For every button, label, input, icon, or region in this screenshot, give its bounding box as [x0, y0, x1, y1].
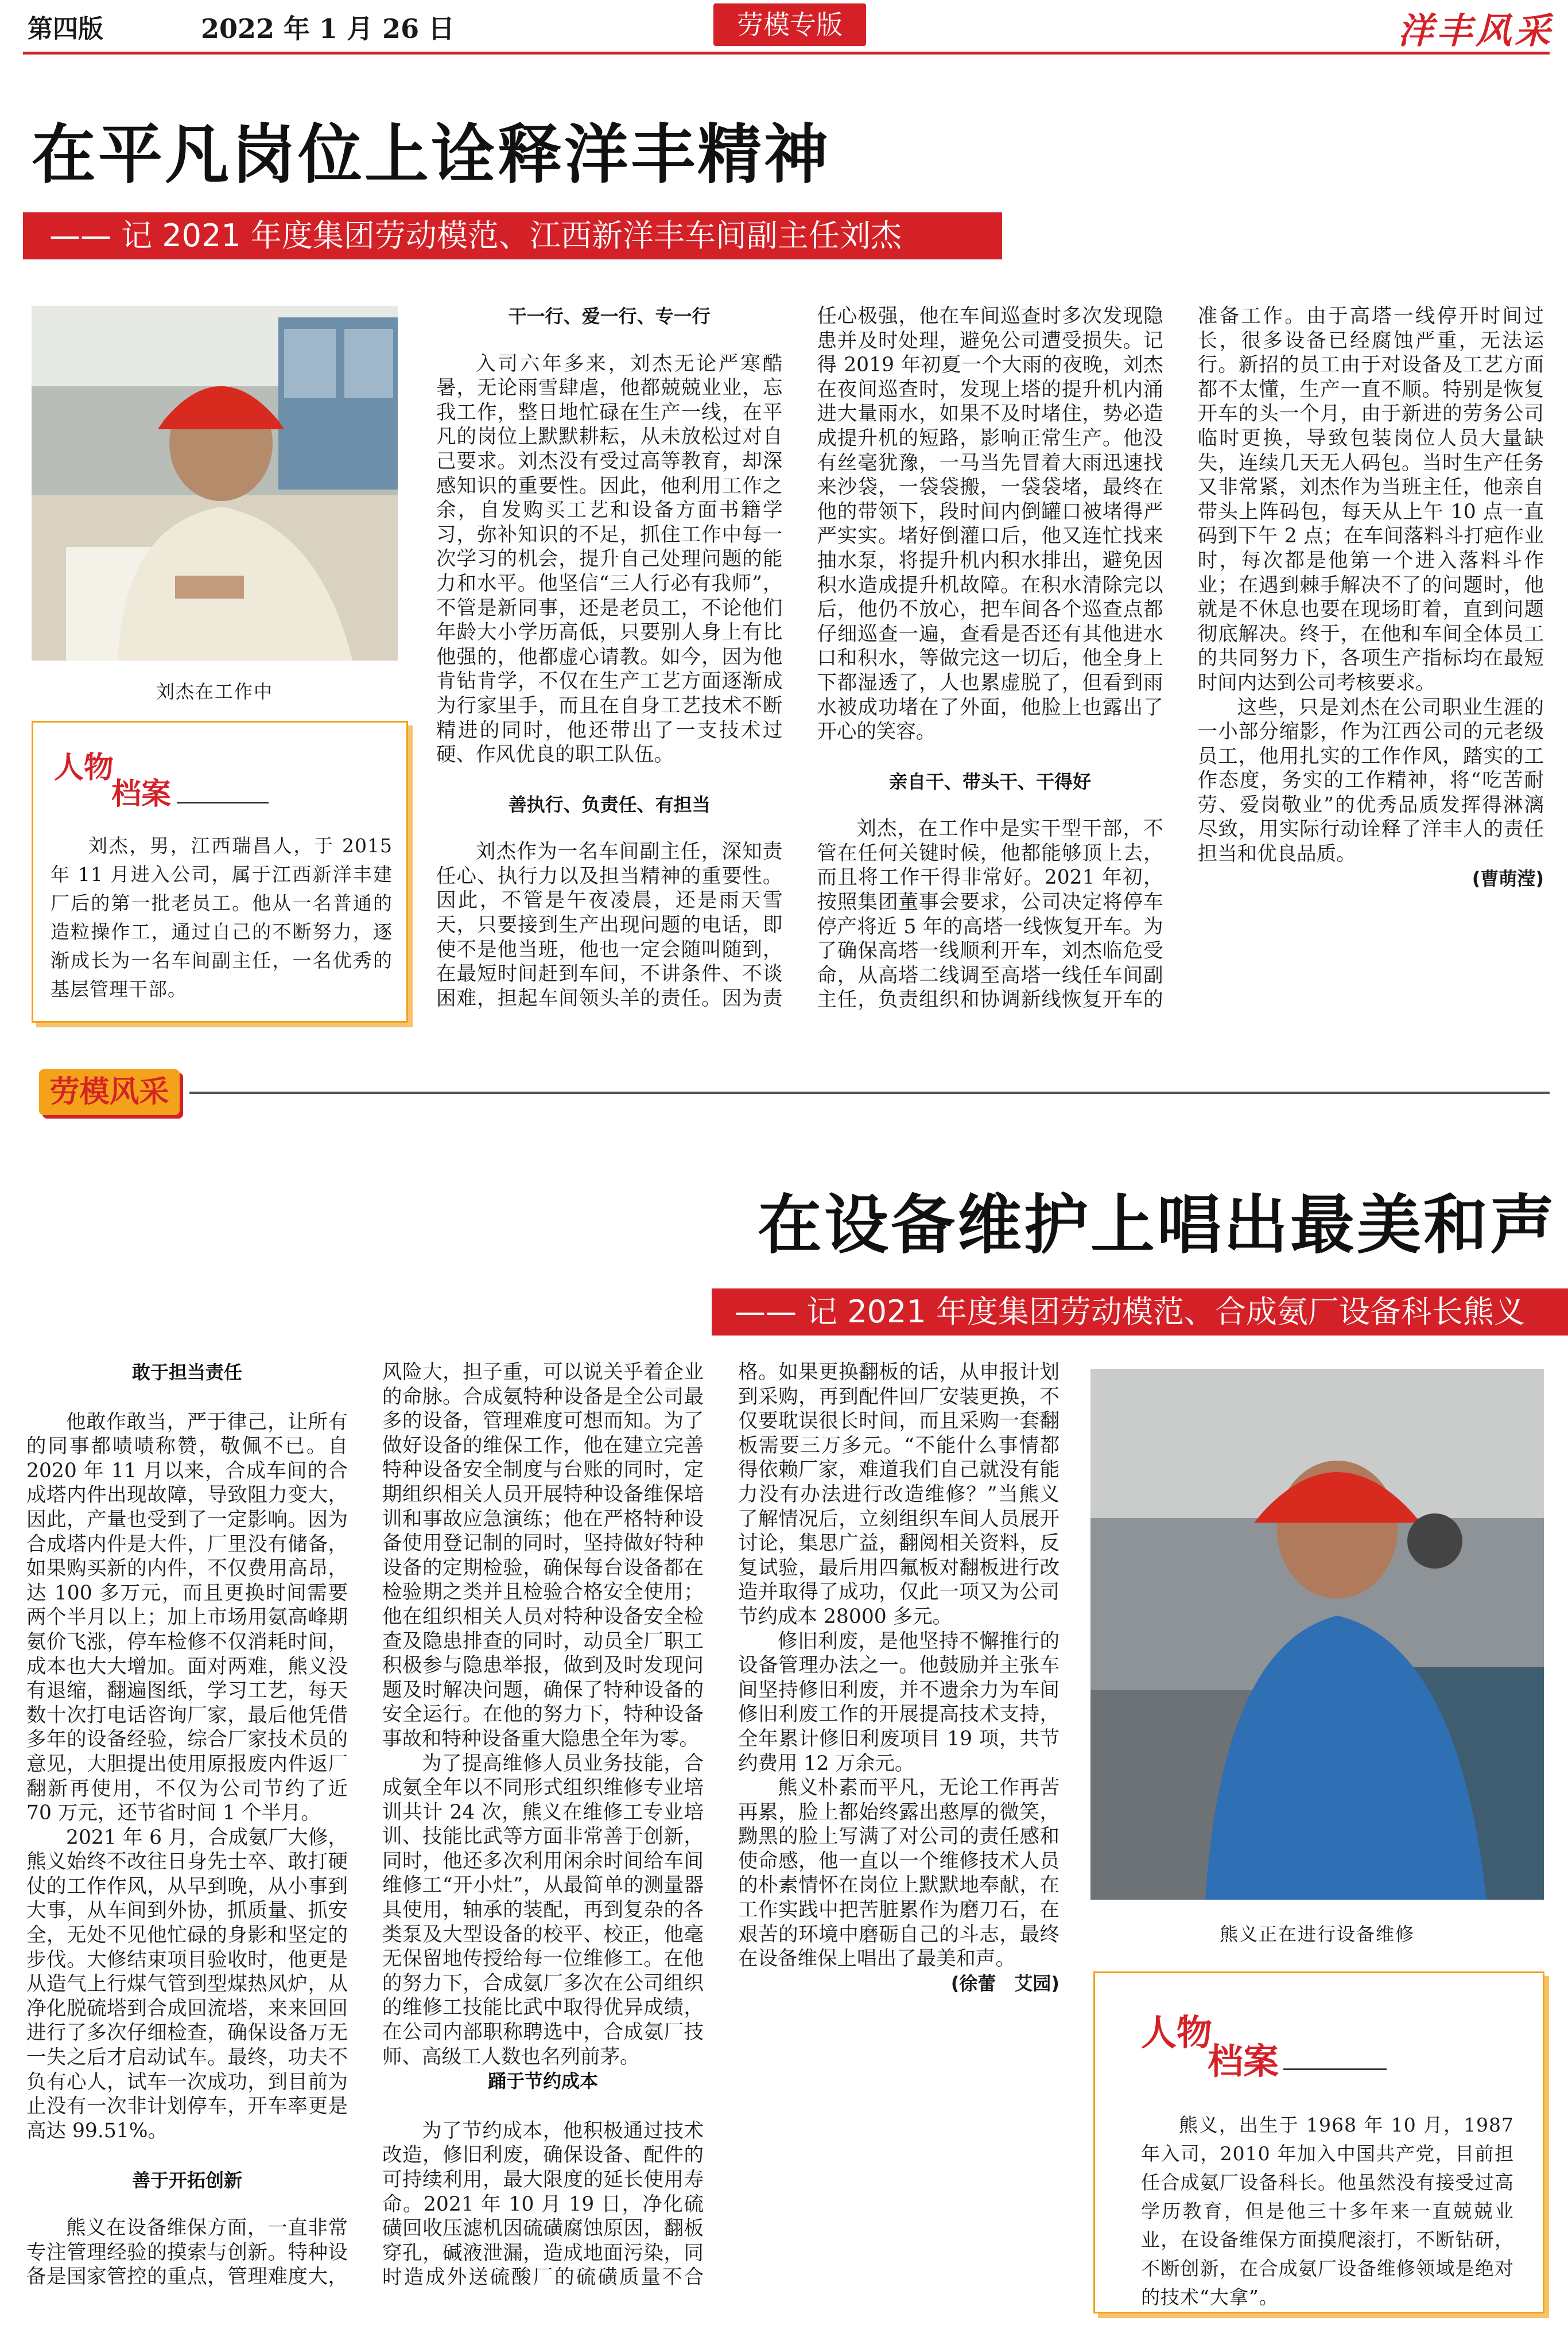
article2-photo-caption: 熊义正在进行设备维修	[1219, 1923, 1415, 1945]
column-badge: 劳模风采	[39, 1069, 180, 1115]
article2-section-heading: 敢于担当责任	[131, 1361, 242, 1383]
section-badge: 劳模专版	[713, 3, 866, 46]
article2-profile-text	[1141, 2111, 1514, 2312]
worker-photo-illustration	[32, 306, 398, 661]
profile-title-underline	[1283, 2068, 1387, 2070]
article1-section-heading: 善执行、负责任、有担当	[508, 793, 711, 816]
article1-title: 在平凡岗位上诠释洋丰精神	[32, 118, 830, 192]
article2-paragraph: 2021 年 6 月，合成氨厂大修，熊义始终不改往日身先士卒、敢打硬仗的工作作风，从早到晚，从小事到大事，从车间到外协，抓质量、抓安全，无处不见他忙碌的身影和坚定的步伐。大修结束项目验收时，他更是从造气上行煤气管到型煤热风炉，从净化脱硫塔到合成回流塔，来来回回进行了多次仔细检查，确保设备万无一失之后才启动试车。最终，功夫不负有心人，试车一次成功，到目前为止没有一次非计划停车，开车率更是高达 99.51%。	[26, 1826, 348, 2142]
article1-body	[436, 304, 1544, 1030]
article2-paragraph: 为了提高维修人员业务技能，合成氨全年以不同形式组织维修专业培训共计 24 次，熊义在维修工专业培训、技能比武等方面非常善于创新，同时，他还多次利用闲余时间给车间维修工“开小灶”，从最简单的测量器具使用，轴承的装配，再到复杂的各类泵及大型设备的校平、校正，他毫无保留地传授给每一位维修工。在他的努力下，合成氨厂多次在公司组织的维修工技能比武中取得优异成绩，在公司内部职称聘选中，合成氨厂技师、高级工人数也名列前茅。	[382, 1752, 704, 2068]
worker-photo-illustration	[1090, 1369, 1544, 1900]
profile-paragraph: 刘杰，男，江西瑞昌人，于 2015 年 11 月进入公司，属于江西新洋丰建厂后的第一批老员工。他从一名普通的造粒操作工，通过自己的不断努力，逐渐成长为一名车间副主任，一名优秀的基层管理干部。	[51, 834, 393, 1000]
issue-date: 2022 年 1 月 26 日	[201, 13, 455, 44]
article1-byline: (曹萌滢)	[1472, 867, 1544, 890]
article2-paragraph: 修旧利废，是他坚持不懈推行的设备管理办法之一。他鼓励并主张车间坚持修旧利废，并不遗余力为车间修旧利废工作的开展提高技术支持，全年累计修旧利废项目 19 项，共节约费用 12 万余元。	[738, 1629, 1059, 1775]
article1-section-heading: 亲自干、带头干、干得好	[888, 770, 1091, 793]
article1-paragraph: 刘杰，在工作中是实干型干部，不管在任何关键时候，他都能够顶上去，而且将工作干得非常好。2021 年初，按照集团董事会要求，公司决定将停车停产将近 5 年的高塔一线恢复开车。为了确保高塔一线顺利开车，刘杰临危受命，从高塔二线调至高塔一线任车间副主任，负责组织和协调新线恢复开车的准备工作。由于高塔一线停开时间过长，很多设备已经腐蚀严重，无法运行。新招的员工由于对设备及工艺方面都不太懂，生产一直不顺。特别是恢复开车的头一个月，由于新进的劳务公司临时更换，导致包装岗位人员大量缺失，连续几天无人码包。当时生产任务又非常紧，刘杰作为当班主任，他亲自带头上阵码包，每天从上午 10 点一直码到下午 2 点；在车间落料斗打疤作业时，每次都是他第一个进入落料斗作业；在遇到棘手解决不了的问题时，他就是不休息也要在现场盯着，直到问题彻底解决。终于，在他和车间全体员工的共同努力下，各项生产指标均在最短时间内达到公司考核要求。	[817, 305, 1544, 1012]
article2-section-heading: 善于开拓创新	[131, 2169, 242, 2192]
article1-paragraph: 刘杰作为一名车间副主任，深知责任心、执行力以及担当精神的重要性。因此，不管是午夜凌晨，还是雨天雪天，只要接到生产出现问题的电话，即使不是他当班，他也一定会随叫随到，在最短时间赶到车间，不讲条件、不谈困难，担起车间领头羊的责任。因为责任心极强，他在车间巡查时多次发现隐患并及时处理，避免公司遭受损失。记得 2019 年初夏一个大雨的夜晚，刘杰在夜间巡查时，发现上塔的提升机内涌进大量雨水，如果不及时堵住，势必造成提升机的短路，影响正常生产。他没有丝毫犹豫，一马当先冒着大雨迅速找来沙袋，一袋袋搬，一袋袋堵，最终在他的带领下，段时间内倒罐口被堵得严严实实。堵好倒灌口后，他又连忙找来抽水泵，将提升机内积水排出，避免因积水造成提升机故障。在积水清除完以后，他仍不放心，把车间各个巡查点都仔细巡查一遍，查看是否还有其他进水口和积水，等做完这一切后，他全身上下都湿透了，人也累虚脱了，但看到雨水被成功堵在了外面，他脸上也露出了开心的笑容。	[436, 305, 1163, 1010]
profile-title-underline	[177, 802, 269, 803]
profile-title-a: 人物	[54, 751, 114, 785]
article2-photo	[1090, 1369, 1544, 1900]
article2-subtitle: —— 记 2021 年度集团劳动模范、合成氨厂设备科长熊义	[712, 1288, 1568, 1336]
article2-section-heading: 踊于节约成本	[487, 2070, 598, 2093]
article1-photo	[32, 306, 398, 661]
article2-body	[26, 1360, 1059, 2313]
profile-title-a: 人物	[1141, 2012, 1213, 2053]
page-number: 第四版	[28, 14, 103, 44]
masthead-rule	[23, 52, 1550, 55]
profile-title-b: 档案	[1208, 2040, 1279, 2082]
article2-paragraph: 为了节约成本，他积极通过技术改造，修旧利废，确保设备、配件的可持续利用，最大限度的延长使用寿命。2021 年 10 月 19 日，净化硫磺回收压滤机因硫磺腐蚀原因，翻板穿孔，碱液泄漏，造成地面污染，同时造成外送硫酸厂的硫磺质量不合格。如果更换翻板的话，从申报计划到采购，再到配件回厂安装更换，不仅要耽误很长时间，而且采购一套翻板需要三万多元。“不能什么事情都得依赖厂家，难道我们自己就没有能力没有办法进行改造维修？”当熊义了解情况后，立刻组织车间人员展开讨论，集思广益，翻阅相关资料，反复试验，最后用四氟板对翻板进行改造并取得了成功，仅此一项又为公司节约成本 28000 多元。	[382, 1361, 1059, 2289]
article1-profile-box	[32, 721, 408, 1023]
profile-paragraph: 熊义，出生于 1968 年 10 月，1987 年入司，2010 年加入中国共产党，目前担任合成氨厂设备科长。他虽然没有接受过高学历教育，但是他三十多年来一直兢兢业业，在设备维保方面摸爬滚打，不断钻研，不断创新，在合成氨厂设备维修领域是绝对的技术“大拿”。	[1141, 2114, 1514, 2308]
profile-title-b: 档案	[111, 777, 172, 812]
article1-paragraph: 入司六年多来，刘杰无论严寒酷暑，无论雨雪肆虐，他都兢兢业业，忘我工作，整日地忙碌在生产一线，在平凡的岗位上默默耕耘，从未放松过对自己要求。刘杰没有受过高等教育，却深感知识的重要性。因此，他利用工作之余，自发购买工艺和设备方面书籍学习，弥补知识的不足，抓住工作中每一次学习的机会，提升自己处理问题的能力和水平。他坚信“三人行必有我师”，不管是新同事，还是老员工，不论他们年龄大小学历高低，只要别人身上有比他强的，他都虚心请教。如今，因为他肯钻肯学，不仅在生产工艺方面逐渐成为行家里手，而且在自身工艺技术不断精进的同时，他还带出了一支技术过硬、作风优良的职工队伍。	[436, 352, 783, 767]
article2-paragraph: 熊义朴素而平凡，无论工作再苦再累，脸上都始终露出憨厚的微笑，黝黑的脸上写满了对公司的责任感和使命感，他一直以一个维修技术人员的朴素情怀在岗位上默默地奉献，在工作实践中把苦脏累作为磨刀石，在艰苦的环境中磨砺自己的斗志，最终在设备维保上唱出了最美和声。	[738, 1776, 1059, 1971]
article2-paragraph: 他敢作敢当，严于律己，让所有的同事都啧啧称赞，敬佩不已。自 2020 年 11 月以来，合成车间的合成塔内件出现故障，导致阻力变大，因此，产量也受到了一定影响。因为合成塔内件是大件，厂里没有储备，如果购买新的内件，不仅费用高昂，达 100 多万元，而且更换时间需要两个半月以上；加上市场用氨高峰期氨价飞涨，停车检修不仅消耗时间，成本也大大增加。面对两难，熊义没有退缩，翻遍图纸，学习工艺，每天数十次打电话咨询厂家，最后他凭借多年的设备经验，综合厂家技术员的意见，大胆提出使用原报废内件返厂翻新再使用，不仅为公司节约了近 70 万元，还节省时间 1 个半月。	[26, 1410, 348, 1825]
newspaper-logo: 洋丰风采	[1398, 10, 1554, 52]
article1-section-heading: 干一行、爱一行、专一行	[508, 305, 711, 327]
article2-profile-box	[1093, 1971, 1544, 2313]
article1-subtitle: —— 记 2021 年度集团劳动模范、江西新洋丰车间副主任刘杰	[23, 212, 1002, 259]
article1-profile-text	[51, 832, 393, 1004]
article1-photo-caption: 刘杰在工作中	[156, 681, 273, 702]
article2-paragraph: 熊义在设备维保方面，一直非常专注管理经验的摸索与创新。特种设备是国家管控的重点，管理难度大，风险大，担子重，可以说关乎着企业的命脉。合成氨特种设备是全公司最多的设备，管理难度可想而知。为了做好设备的维保工作，他在建立完善特种设备安全制度与台账的同时，定期组织相关人员开展特种设备维保培训和事故应急演练；他在严格特种设备使用登记制的同时，坚持做好特种设备的定期检验，确保每台设备都在检验期之类并且检验合格安全使用；他在组织相关人员对特种设备安全检查及隐患排查的同时，动员全厂职工积极参与隐患举报，做到及时发现问题及时解决问题，确保了特种设备的安全运行。在他的努力下，特种设备事故和特种设备重大隐患全年为零。	[26, 1361, 704, 2289]
column-rule	[189, 1092, 1550, 1094]
article1-paragraph: 这些，只是刘杰在公司职业生涯的一小部分缩影，作为江西公司的元老级员工，他用扎实的工作作风，踏实的工作态度，务实的工作精神，将“吃苦耐劳、爱岗敬业”的优秀品质发挥得淋漓尽致，用实际行动诠释了洋丰人的责任担当和优良品质。	[1197, 696, 1544, 866]
article2-byline: (徐蕾 艾园)	[950, 1972, 1059, 1994]
article2-title: 在设备维护上唱出最美和声	[758, 1188, 1557, 1263]
